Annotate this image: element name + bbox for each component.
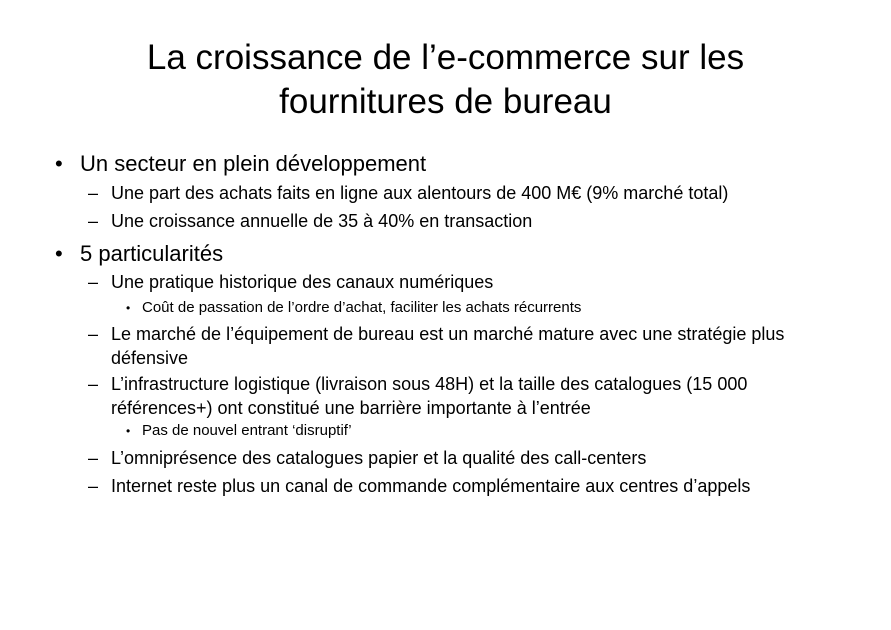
dash-marker: – [88,324,99,344]
bullet-level2 [88,270,828,294]
bullet-text: Internet reste plus un canal de commande complémentaire aux centres d’appels [111,476,751,496]
bullet-text: Une part des achats faits en ligne aux alentours de 400 M€ (9% marché total) [111,183,729,203]
dash-marker: – [88,476,99,496]
dash-marker: – [88,211,99,231]
bullet-text: L’infrastructure logistique (livraison sous 48H) et la taille des catalogues (15 000 références+) ont constitué une barrière importante à l’entrée [111,374,748,418]
dash-marker: – [88,374,99,394]
small-bullet-marker: • [126,424,131,438]
bullet-text: Un secteur en plein développement [80,151,427,176]
bullet-text: Une croissance annuelle de 35 à 40% en transaction [111,211,533,231]
dash-marker: – [88,448,99,468]
bullet-text: Une pratique historique des canaux numériques [111,272,494,292]
bullet-level2 [88,474,828,498]
dash-marker: – [88,183,99,203]
bullet-marker: • [55,241,63,266]
bullet-marker: • [55,151,63,176]
bullet-text: 5 particularités [80,241,224,266]
bullet-text: Le marché de l’équipement de bureau est un marché mature avec une stratégie plus défensive [111,324,785,368]
bullet-text: Coût de passation de l’ordre d’achat, faciliter les achats récurrents [142,299,582,316]
bullet-level2 [88,181,828,205]
bullet-level2 [88,322,828,370]
bullet-level2 [88,209,828,233]
bullet-level2 [88,446,828,470]
small-bullet-marker: • [126,301,131,315]
slide-title: La croissance de l’e-commerce sur les fournitures de bureau [146,38,745,121]
bullet-level2 [88,372,828,420]
bullet-text: L’omniprésence des catalogues papier et la qualité des call-centers [111,448,647,468]
dash-marker: – [88,272,99,292]
bullet-text: Pas de nouvel entrant ‘disruptif’ [142,422,352,439]
